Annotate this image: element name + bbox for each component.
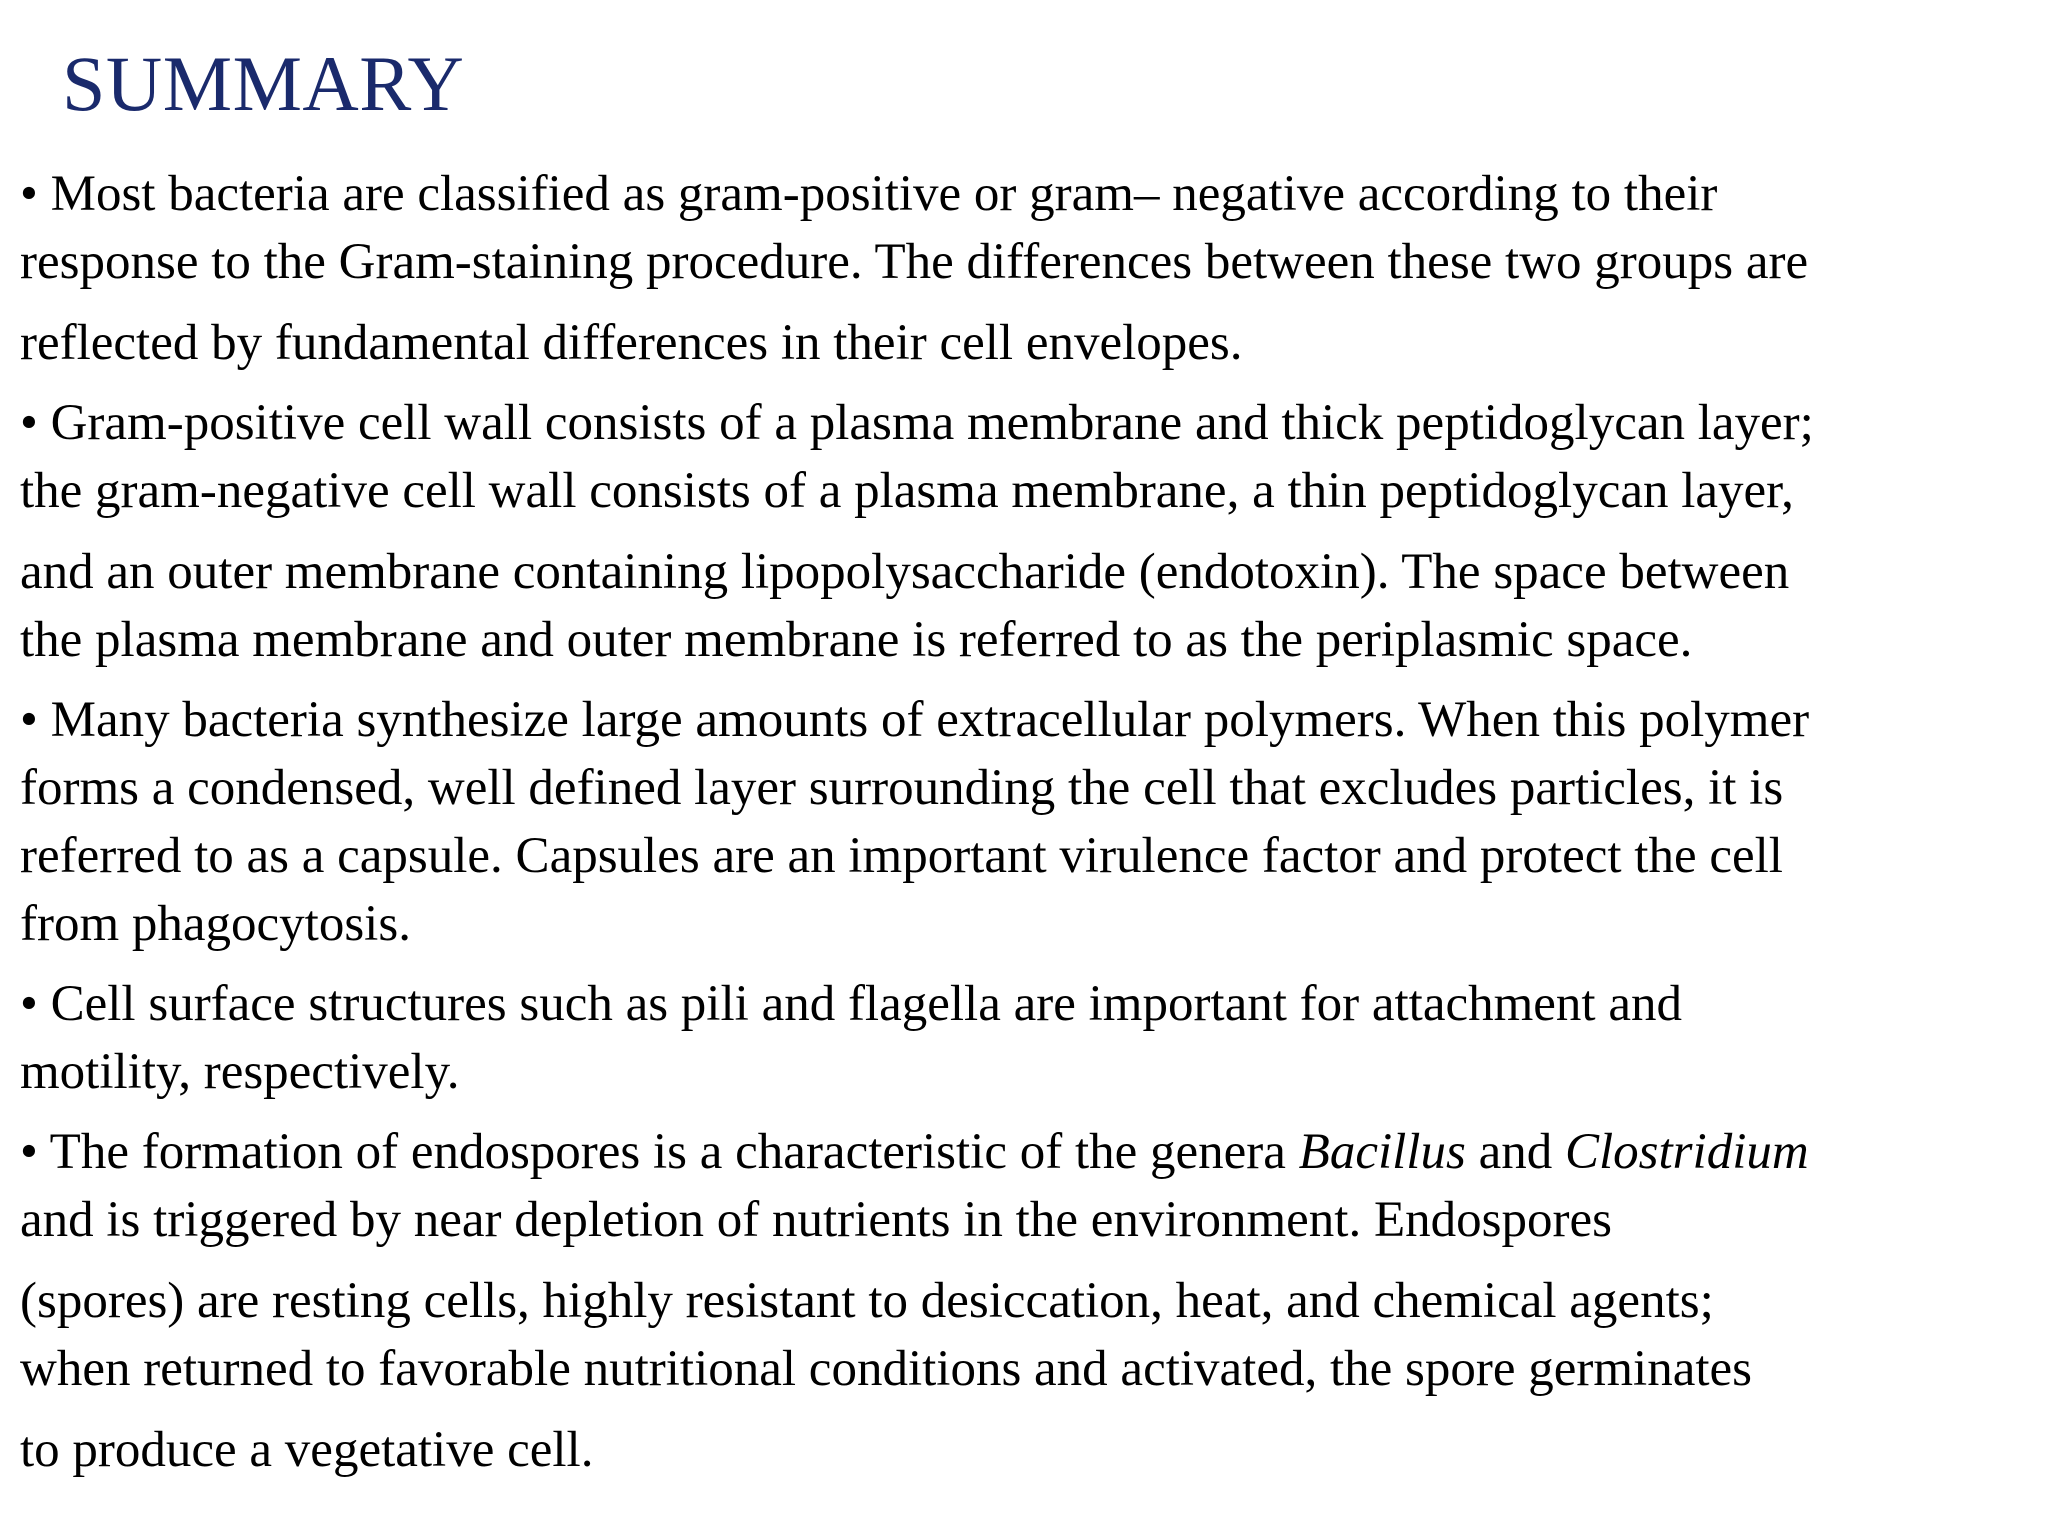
bullet-line: response to the Gram-staining procedure. The differences between these two groups are [20,234,1809,290]
bullet-line: the plasma membrane and outer membrane is referred to as the periplasmic space. [20,612,1693,668]
genus-bacillus: Bacillus [1298,1124,1466,1180]
bullet-text: and [1465,1124,1565,1180]
bullet-text: • The formation of endospores is a characteristic of the genera [20,1124,1299,1180]
bullet-line: reflected by fundamental differences in their cell envelopes. [20,315,1243,371]
bullet-line: to produce a vegetative cell. [20,1422,594,1478]
bullet-line: • Most bacteria are classified as gram-positive or gram– negative according to their [20,166,1718,222]
bullet-capsule [20,686,2030,958]
bullet-line: when returned to favorable nutritional conditions and activated, the spore germinates [20,1341,1753,1397]
bullet-line: • Cell surface structures such as pili and flagella are important for attachment and [20,976,1682,1032]
genus-clostridium: Clostridium [1564,1124,1809,1180]
bullet-line: referred to as a capsule. Capsules are an important virulence factor and protect the cell [20,828,1783,884]
bullet-gram-classification [20,160,2030,377]
bullet-line: the gram-negative cell wall consists of a plasma membrane, a thin peptidoglycan layer, [20,463,1794,519]
bullet-line: and is triggered by near depletion of nutrients in the environment. Endospores [20,1192,1612,1248]
bullet-line-first [20,1118,2030,1186]
summary-body [20,160,2030,1484]
bullet-line: forms a condensed, well defined layer surrounding the cell that excludes particles, it is [20,760,1784,816]
bullet-surface-structures [20,970,2030,1106]
bullet-line: and an outer membrane containing lipopolysaccharide (endotoxin). The space between [20,544,1790,600]
bullet-line: motility, respectively. [20,1044,460,1100]
bullet-line: • Many bacteria synthesize large amounts of extracellular polymers. When this polymer [20,692,1810,748]
slide-title: SUMMARY [62,40,465,127]
bullet-line: (spores) are resting cells, highly resistant to desiccation, heat, and chemical agents; [20,1273,1714,1329]
bullet-endospores [20,1118,2030,1484]
bullet-cell-wall [20,389,2030,674]
bullet-line: • Gram-positive cell wall consists of a plasma membrane and thick peptidoglycan layer; [20,395,1814,451]
bullet-line: from phagocytosis. [20,896,411,952]
